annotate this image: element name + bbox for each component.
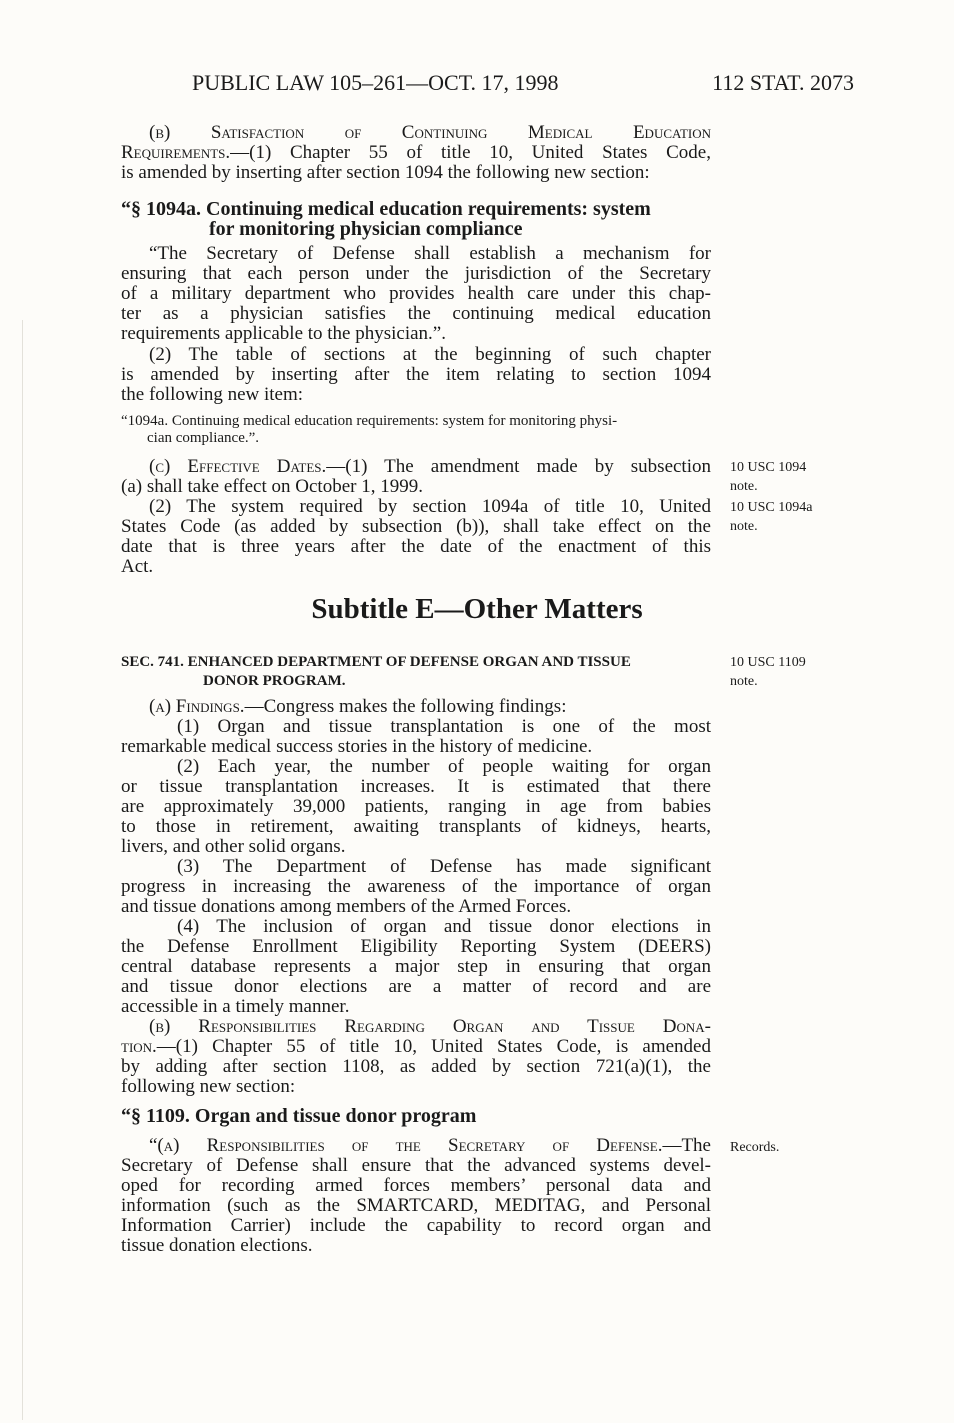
- margin-note-1094: 10 USC 1094 note.: [730, 460, 807, 494]
- section-1094a-title: “§ 1094a. Continuing medical education requirements: system for monitoring physician compliance: [121, 198, 651, 240]
- margin-note-1109: 10 USC 1109 note.: [730, 655, 806, 689]
- running-header-right: 112 STAT. 2073: [712, 70, 854, 95]
- section-1109-line1: “(a) Responsibilities of the Secretary of Defense.—The: [149, 1135, 711, 1156]
- findings-intro: (a) Findings.—Congress makes the following findings:: [149, 696, 567, 717]
- table-of-sections-item: “1094a. Continuing medical education requirements: system for monitoring physi- cian compliance.”.: [121, 413, 618, 446]
- subsection-b: [121, 123, 711, 183]
- effective-dates-line1: (c) Effective Dates.—(1) The amendment made by subsection: [149, 456, 711, 477]
- subsection-b-line2: Requirements.—(1) Chapter 55 of title 10, United States Code,: [121, 142, 711, 163]
- section-1109-title: “§ 1109. Organ and tissue donor program: [121, 1105, 477, 1127]
- section-1094a-text: “The Secretary of Defense shall establish a mechanism for ensuring that each person under the jurisdiction of the Secretary of a military department who provides health care under this chap- ter as a physician satisfies the continuing medical education requirements applicable to the physician.”.: [121, 243, 711, 344]
- table-amendment: (2) The table of sections at the beginning of such chapter is amended by inserting after the item relating to section 1094 the following new item:: [121, 344, 711, 405]
- section-1109-text: “(a) Responsibilities of the Secretary of Defense.—The Secretary of Defense shall ensure that the advanced systems devel- oped for recording armed forces members’ personal data and information (such as the SMARTCARD, MEDITAG, and Personal Information Carrier) include the capability to record organ and tissue donation elections.: [121, 1135, 711, 1256]
- subtitle-heading: Subtitle E—Other Matters: [311, 593, 643, 625]
- subsection-b-line1: (b) Satisfaction of Continuing Medical Education: [149, 122, 711, 143]
- running-header-left: PUBLIC LAW 105–261—OCT. 17, 1998: [192, 70, 559, 95]
- responsibilities-line2: tion.—(1) Chapter 55 of title 10, United States Code, is amended: [121, 1036, 711, 1057]
- findings: (a) Findings.—Congress makes the following findings: (1) Organ and tissue transplantation is one of the most remarkable medical success stories in the history of medicine. (2) Each year, the number of people waiting for organ or tissue transplantation increases. It is estimated that there are approximately 39,000 patients, ranging in age from babies to those in retirement, awaiting transplants of kidneys, hearts, livers, and other solid organs. (3) The Department of Defense has made significant progress in increasing the awareness of the importance of organ and tissue donations among members of the Armed Forces. (4) The inclusion of organ and tissue donor elections in the Defense Enrollment Eligibility Reporting System (DEERS) central database represents a major step in ensuring that organ and tissue donor elections are a matter of record and are accessible in a timely manner. (b) Responsibilities Regarding Organ and Tissue Dona- tion.—(1) Chapter 55 of title 10, United States Code, is amended by adding after section 1108, as added by section 721(a)(1), the following new section:: [121, 696, 711, 1097]
- subsection-b-line3: is amended by inserting after section 1094 the following new section:: [121, 162, 650, 183]
- scan-edge-line: [22, 320, 23, 1420]
- section-741-heading: SEC. 741. ENHANCED DEPARTMENT OF DEFENSE ORGAN AND TISSUE DONOR PROGRAM.: [121, 654, 631, 689]
- effective-dates: (c) Effective Dates.—(1) The amendment made by subsection (a) shall take effect on October 1, 1999. (2) The system required by section 1094a of title 10, United States Code (as added by subsection (b)), shall take effect on the date that is three years after the date of the enactment of this Act.: [121, 456, 711, 577]
- margin-note-records: Records.: [730, 1140, 780, 1155]
- margin-note-1094a: 10 USC 1094a note.: [730, 500, 813, 534]
